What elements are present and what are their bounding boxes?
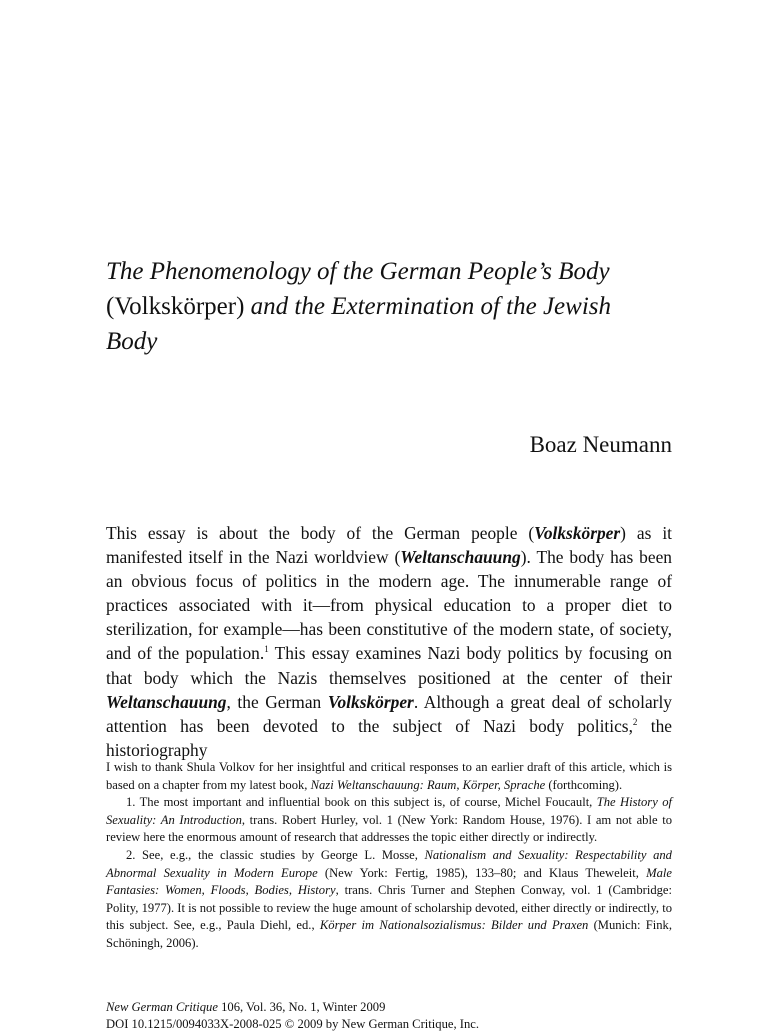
body-italic-term: Weltanschauung bbox=[400, 547, 521, 568]
footnotes bbox=[106, 759, 672, 953]
note-italic: The History of Sexuality: An Introduction bbox=[106, 795, 672, 827]
journal-issue: 106, Vol. 36, No. 1, Winter 2009 bbox=[217, 1000, 386, 1014]
body-italic-term: Volkskörper bbox=[327, 691, 414, 712]
footnote-ref-2: 2 bbox=[632, 716, 638, 727]
body-text-segment: ). The body has been an obvious focus of politics in the modern age. The innumerable range of practices associated with it—from physical education to a proper diet to sterilization, for example—has been constitutive of the modern state, of society, and of the population. bbox=[106, 547, 672, 664]
note-italic: Nationalism and Sexuality: Respectability and Abnormal Sexuality in Modern Europe bbox=[106, 847, 672, 880]
body-text-segment: . Although a great deal of scholarly attention has been devoted to the subject of Nazi body politics, bbox=[106, 691, 672, 736]
note-text: (forthcoming). bbox=[545, 777, 623, 792]
note-italic: Körper im Nationalsozialismus: Bilder und Praxen bbox=[319, 918, 589, 933]
acknowledgment-note bbox=[106, 759, 672, 794]
note-text: I wish to thank Shula Volkov for her insightful and critical responses to an earlier draft of this article, which is based on a chapter from my latest book, bbox=[106, 760, 672, 792]
title-part-2: and the Extermination of the Jewish Body bbox=[106, 293, 612, 355]
article-title bbox=[106, 254, 666, 359]
note-text: 1. The most important and influential book on this subject is, of course, Michel Foucault, bbox=[126, 795, 597, 810]
journal-name: New German Critique bbox=[106, 1000, 218, 1014]
footnote-ref-1: 1 bbox=[264, 644, 269, 655]
note-text: , trans. Robert Hurley, vol. 1 (New York: Random House, 1976). I am not able to review here the enormous amount of research that addresses the topic either directly or indirectly. bbox=[106, 812, 672, 845]
note-text: (Munich: Fink, Schöningh, 2006). bbox=[106, 918, 673, 950]
footnote-2 bbox=[106, 847, 672, 953]
body-text-segment: ) as it manifested itself in the Nazi worldview ( bbox=[106, 523, 672, 568]
body-text-segment: , the German bbox=[226, 691, 328, 712]
footnote-1 bbox=[106, 794, 672, 847]
body-italic-term: Weltanschauung bbox=[106, 691, 227, 712]
note-text: 2. See, e.g., the classic studies by George L. Mosse, bbox=[126, 847, 425, 862]
body-text-segment: This essay examines Nazi body politics by focusing on that body which the Nazis themselves positioned at the center of their bbox=[106, 643, 672, 688]
body-text-segment: the historiography bbox=[106, 715, 672, 760]
note-text: (New York: Fertig, 1985), 133–80; and Klaus Theweleit, bbox=[317, 865, 647, 880]
journal-citation bbox=[106, 999, 672, 1016]
note-italic: Nazi Weltanschauung: Raum, Körper, Sprache bbox=[310, 777, 546, 792]
doi-line: DOI 10.1215/0094033X-2008-025 © 2009 by New German Critique, Inc. bbox=[106, 1017, 479, 1031]
body-text-segment: This essay is about the body of the German people ( bbox=[106, 523, 535, 543]
author-name: Boaz Neumann bbox=[529, 432, 672, 457]
note-text: , trans. Chris Turner and Stephen Conway, vol. 1 (Cambridge: Polity, 1977). It is not possible to review the huge amount of scholarship devoted, either directly or indirectly, to this subject. See, e.g., Paula Diehl, ed., bbox=[106, 883, 673, 933]
body-italic-term: Volkskörper bbox=[534, 523, 621, 543]
note-italic: Male Fantasies: Women, Floods, Bodies, History bbox=[106, 865, 672, 898]
title-part-1: The Phenomenology of the German People’s Body bbox=[106, 258, 610, 285]
page-footer bbox=[106, 999, 672, 1033]
body-paragraph bbox=[106, 521, 672, 762]
title-volkskorper: (Volkskörper) bbox=[106, 293, 245, 320]
